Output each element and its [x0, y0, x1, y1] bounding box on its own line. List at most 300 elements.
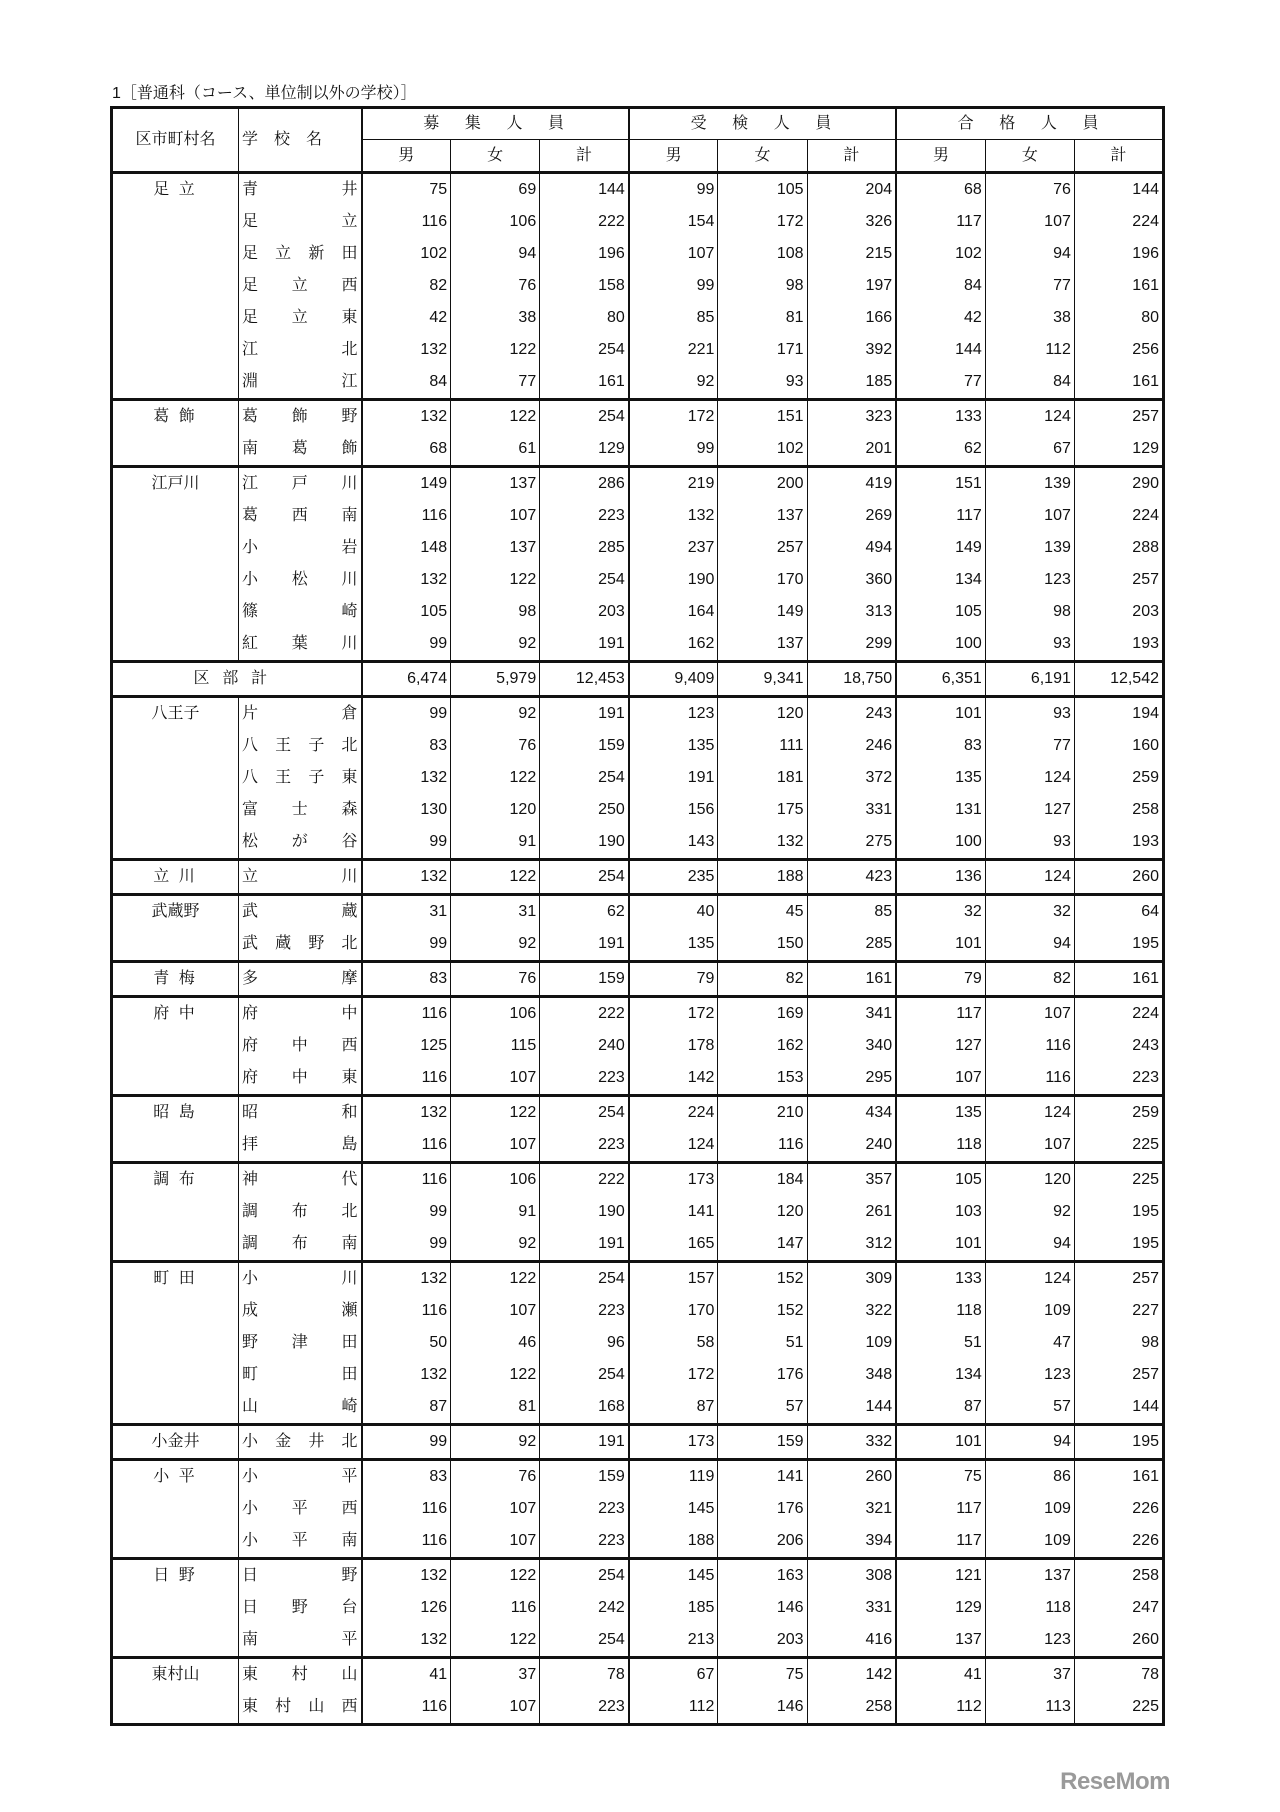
school-name-cell: [239, 1391, 362, 1425]
value-cell: 117: [896, 1493, 985, 1525]
school-name-cell: [239, 1062, 362, 1096]
table-row: [112, 1062, 1164, 1096]
value-cell: 173: [629, 1163, 718, 1197]
value-cell: 93: [718, 366, 807, 400]
value-cell: 124: [985, 1096, 1074, 1130]
value-cell: 190: [629, 564, 718, 596]
value-cell: 93: [985, 826, 1074, 860]
district-name: 町田: [112, 1262, 239, 1425]
value-cell: 77: [451, 366, 540, 400]
school-name: 東村山西: [242, 1698, 358, 1715]
school-name: 立川: [242, 868, 358, 885]
admissions-table: [110, 106, 1165, 1726]
value-cell: 64: [1074, 895, 1163, 929]
value-cell: 247: [1074, 1592, 1163, 1624]
value-cell: 41: [896, 1658, 985, 1692]
value-cell: 125: [362, 1030, 451, 1062]
value-cell: 107: [451, 1295, 540, 1327]
table-row: [112, 596, 1164, 628]
value-cell: 91: [451, 826, 540, 860]
value-cell: 101: [896, 1425, 985, 1460]
school-name: 八王子東: [242, 769, 358, 786]
value-cell: 98: [985, 596, 1074, 628]
value-cell: 127: [985, 794, 1074, 826]
value-cell: 223: [540, 1493, 629, 1525]
value-cell: 67: [629, 1658, 718, 1692]
value-cell: 135: [896, 1096, 985, 1130]
value-cell: 203: [718, 1624, 807, 1658]
value-cell: 80: [1074, 302, 1163, 334]
value-cell: 288: [1074, 532, 1163, 564]
value-cell: 101: [896, 697, 985, 731]
value-cell: 87: [629, 1391, 718, 1425]
school-name: 野津田: [242, 1334, 358, 1351]
total-subheader: 計: [807, 140, 896, 173]
value-cell: 340: [807, 1030, 896, 1062]
value-cell: 120: [451, 794, 540, 826]
value-cell: 108: [718, 238, 807, 270]
value-cell: 203: [540, 596, 629, 628]
value-cell: 78: [540, 1658, 629, 1692]
value-cell: 166: [807, 302, 896, 334]
school-name: 東村山: [242, 1666, 358, 1683]
value-cell: 116: [362, 1525, 451, 1559]
value-cell: 78: [1074, 1658, 1163, 1692]
value-cell: 119: [629, 1460, 718, 1494]
value-cell: 76: [451, 962, 540, 997]
value-cell: 132: [362, 860, 451, 895]
value-cell: 132: [362, 334, 451, 366]
value-cell: 225: [1074, 1163, 1163, 1197]
value-cell: 120: [985, 1163, 1074, 1197]
value-cell: 196: [1074, 238, 1163, 270]
value-cell: 136: [896, 860, 985, 895]
value-cell: 99: [629, 270, 718, 302]
school-name: 片倉: [242, 705, 358, 722]
value-cell: 191: [540, 1425, 629, 1460]
value-cell: 259: [1074, 762, 1163, 794]
value-cell: 123: [985, 1359, 1074, 1391]
value-cell: 323: [807, 400, 896, 434]
value-cell: 227: [1074, 1295, 1163, 1327]
value-cell: 83: [896, 730, 985, 762]
value-cell: 93: [985, 628, 1074, 662]
value-cell: 142: [629, 1062, 718, 1096]
value-cell: 76: [451, 1460, 540, 1494]
value-cell: 107: [985, 1129, 1074, 1163]
value-cell: 41: [362, 1658, 451, 1692]
school-name: 拝島: [242, 1136, 358, 1153]
value-cell: 109: [807, 1327, 896, 1359]
value-cell: 107: [896, 1062, 985, 1096]
female-subheader: 女: [985, 140, 1074, 173]
district-name: 青梅: [112, 962, 239, 997]
value-cell: 46: [451, 1327, 540, 1359]
school-name-cell: [239, 334, 362, 366]
school-name-cell: [239, 794, 362, 826]
value-cell: 243: [1074, 1030, 1163, 1062]
value-cell: 124: [985, 860, 1074, 895]
value-cell: 299: [807, 628, 896, 662]
value-cell: 132: [362, 1262, 451, 1296]
table-row: [112, 1295, 1164, 1327]
value-cell: 116: [362, 500, 451, 532]
school-name-cell: [239, 1460, 362, 1494]
school-name: 府中: [242, 1005, 358, 1022]
value-cell: 117: [896, 1525, 985, 1559]
value-cell: 219: [629, 467, 718, 501]
value-cell: 158: [540, 270, 629, 302]
table-row: [112, 1391, 1164, 1425]
school-name: 府中西: [242, 1037, 358, 1054]
value-cell: 194: [1074, 697, 1163, 731]
school-name-cell: [239, 826, 362, 860]
value-cell: 191: [629, 762, 718, 794]
value-cell: 161: [807, 962, 896, 997]
value-cell: 200: [718, 467, 807, 501]
value-cell: 137: [718, 500, 807, 532]
value-cell: 434: [807, 1096, 896, 1130]
value-cell: 392: [807, 334, 896, 366]
value-cell: 260: [807, 1460, 896, 1494]
table-row: [112, 270, 1164, 302]
school-name: 武蔵野北: [242, 935, 358, 952]
value-cell: 107: [985, 997, 1074, 1031]
value-cell: 100: [896, 826, 985, 860]
table-row: [112, 1559, 1164, 1593]
school-name-cell: [239, 1163, 362, 1197]
table-row: [112, 1129, 1164, 1163]
value-cell: 135: [629, 928, 718, 962]
value-cell: 181: [718, 762, 807, 794]
value-cell: 141: [629, 1196, 718, 1228]
district-name: 調布: [112, 1163, 239, 1262]
table-row: [112, 1262, 1164, 1296]
value-cell: 75: [896, 1460, 985, 1494]
value-cell: 149: [362, 467, 451, 501]
value-cell: 254: [540, 1559, 629, 1593]
value-cell: 75: [362, 173, 451, 207]
value-cell: 57: [718, 1391, 807, 1425]
value-cell: 275: [807, 826, 896, 860]
recruit-header: 募集人員: [362, 108, 629, 140]
value-cell: 132: [362, 1559, 451, 1593]
value-cell: 172: [629, 997, 718, 1031]
table-row: [112, 762, 1164, 794]
total-subheader: 計: [1074, 140, 1163, 173]
value-cell: 132: [362, 1624, 451, 1658]
value-cell: 85: [807, 895, 896, 929]
table-row: [112, 302, 1164, 334]
value-cell: 139: [985, 467, 1074, 501]
school-name: 江北: [242, 341, 358, 358]
value-cell: 99: [362, 628, 451, 662]
value-cell: 99: [362, 1425, 451, 1460]
value-cell: 161: [540, 366, 629, 400]
table-row: [112, 1228, 1164, 1262]
value-cell: 132: [362, 1096, 451, 1130]
value-cell: 308: [807, 1559, 896, 1593]
school-name-cell: [239, 1493, 362, 1525]
passed-header: 合格人員: [896, 108, 1163, 140]
value-cell: 144: [807, 1391, 896, 1425]
district-name: 立川: [112, 860, 239, 895]
value-cell: 254: [540, 1359, 629, 1391]
value-cell: 149: [718, 596, 807, 628]
value-cell: 123: [629, 697, 718, 731]
value-cell: 32: [985, 895, 1074, 929]
value-cell: 176: [718, 1359, 807, 1391]
district-name: 小平: [112, 1460, 239, 1559]
value-cell: 101: [896, 1228, 985, 1262]
school-name: 葛西南: [242, 507, 358, 524]
table-row: [112, 730, 1164, 762]
school-name: 篠崎: [242, 603, 358, 620]
value-cell: 122: [451, 860, 540, 895]
value-cell: 206: [718, 1525, 807, 1559]
value-cell: 161: [1074, 1460, 1163, 1494]
value-cell: 94: [985, 1425, 1074, 1460]
value-cell: 178: [629, 1030, 718, 1062]
table-row: [112, 628, 1164, 662]
value-cell: 222: [540, 206, 629, 238]
value-cell: 116: [451, 1592, 540, 1624]
school-name: 調布南: [242, 1235, 358, 1252]
value-cell: 85: [629, 302, 718, 334]
value-cell: 120: [718, 697, 807, 731]
value-cell: 184: [718, 1163, 807, 1197]
value-cell: 116: [985, 1062, 1074, 1096]
school-name: 足立東: [242, 309, 358, 326]
value-cell: 32: [896, 895, 985, 929]
male-subheader: 男: [896, 140, 985, 173]
table-row: [112, 997, 1164, 1031]
value-cell: 107: [629, 238, 718, 270]
school-name-cell: [239, 997, 362, 1031]
school-name: 富士森: [242, 801, 358, 818]
district-name: 小金井: [112, 1425, 239, 1460]
value-cell: 94: [985, 928, 1074, 962]
value-cell: 148: [362, 532, 451, 564]
value-cell: 226: [1074, 1493, 1163, 1525]
value-cell: 122: [451, 334, 540, 366]
value-cell: 159: [540, 730, 629, 762]
value-cell: 169: [718, 997, 807, 1031]
value-cell: 313: [807, 596, 896, 628]
school-name-cell: [239, 1691, 362, 1725]
value-cell: 286: [540, 467, 629, 501]
value-cell: 99: [362, 1228, 451, 1262]
value-cell: 144: [896, 334, 985, 366]
value-cell: 107: [985, 206, 1074, 238]
value-cell: 258: [1074, 1559, 1163, 1593]
value-cell: 185: [629, 1592, 718, 1624]
value-cell: 142: [807, 1658, 896, 1692]
value-cell: 131: [896, 794, 985, 826]
value-cell: 50: [362, 1327, 451, 1359]
value-cell: 260: [1074, 1624, 1163, 1658]
value-cell: 170: [629, 1295, 718, 1327]
school-name: 日野: [242, 1567, 358, 1584]
applicants-header: 受検人員: [629, 108, 896, 140]
value-cell: 124: [629, 1129, 718, 1163]
table-row: [112, 1460, 1164, 1494]
school-name: 青井: [242, 181, 358, 198]
value-cell: 256: [1074, 334, 1163, 366]
value-cell: 197: [807, 270, 896, 302]
value-cell: 112: [629, 1691, 718, 1725]
value-cell: 172: [718, 206, 807, 238]
table-row: [112, 697, 1164, 731]
value-cell: 132: [362, 1359, 451, 1391]
value-cell: 215: [807, 238, 896, 270]
value-cell: 170: [718, 564, 807, 596]
value-cell: 107: [451, 1493, 540, 1525]
school-name-cell: [239, 400, 362, 434]
value-cell: 137: [451, 532, 540, 564]
value-cell: 139: [985, 532, 1074, 564]
table-row: [112, 532, 1164, 564]
value-cell: 257: [718, 532, 807, 564]
value-cell: 159: [540, 962, 629, 997]
district-name: 日野: [112, 1559, 239, 1658]
value-cell: 416: [807, 1624, 896, 1658]
value-cell: 235: [629, 860, 718, 895]
value-cell: 84: [985, 366, 1074, 400]
value-cell: 160: [1074, 730, 1163, 762]
value-cell: 109: [985, 1493, 1074, 1525]
district-name: 府中: [112, 997, 239, 1096]
male-subheader: 男: [362, 140, 451, 173]
value-cell: 172: [629, 400, 718, 434]
value-cell: 154: [629, 206, 718, 238]
district-header: 区市町村名: [112, 108, 239, 173]
table-row: [112, 1493, 1164, 1525]
value-cell: 77: [985, 730, 1074, 762]
school-name: 江戸川: [242, 475, 358, 492]
district-name: 足立: [112, 173, 239, 400]
value-cell: 132: [718, 826, 807, 860]
value-cell: 258: [1074, 794, 1163, 826]
school-name-cell: [239, 1425, 362, 1460]
value-cell: 331: [807, 794, 896, 826]
district-name: 東村山: [112, 1658, 239, 1725]
value-cell: 223: [540, 500, 629, 532]
value-cell: 254: [540, 334, 629, 366]
value-cell: 38: [985, 302, 1074, 334]
value-cell: 76: [451, 730, 540, 762]
value-cell: 79: [896, 962, 985, 997]
value-cell: 191: [540, 928, 629, 962]
value-cell: 105: [718, 173, 807, 207]
school-name: 神代: [242, 1171, 358, 1188]
table-row: [112, 928, 1164, 962]
value-cell: 77: [985, 270, 1074, 302]
value-cell: 124: [985, 762, 1074, 794]
value-cell: 250: [540, 794, 629, 826]
value-cell: 164: [629, 596, 718, 628]
value-cell: 92: [451, 1228, 540, 1262]
value-cell: 99: [362, 826, 451, 860]
value-cell: 105: [896, 596, 985, 628]
value-cell: 31: [362, 895, 451, 929]
value-cell: 257: [1074, 400, 1163, 434]
school-name-cell: [239, 532, 362, 564]
value-cell: 157: [629, 1262, 718, 1296]
value-cell: 146: [718, 1592, 807, 1624]
value-cell: 86: [985, 1460, 1074, 1494]
school-name-cell: [239, 270, 362, 302]
value-cell: 116: [362, 1691, 451, 1725]
district-name: 武蔵野: [112, 895, 239, 962]
subtotal-cell: 6,351: [896, 662, 985, 697]
school-name-cell: [239, 628, 362, 662]
value-cell: 40: [629, 895, 718, 929]
value-cell: 137: [451, 467, 540, 501]
table-row: [112, 895, 1164, 929]
school-name: 松が谷: [242, 833, 358, 850]
value-cell: 134: [896, 1359, 985, 1391]
value-cell: 254: [540, 400, 629, 434]
value-cell: 254: [540, 1624, 629, 1658]
value-cell: 260: [1074, 860, 1163, 895]
value-cell: 122: [451, 1096, 540, 1130]
school-name: 足立新田: [242, 245, 358, 262]
value-cell: 137: [896, 1624, 985, 1658]
school-name-cell: [239, 1196, 362, 1228]
value-cell: 258: [807, 1691, 896, 1725]
school-name: 調布北: [242, 1203, 358, 1220]
school-name: 南葛飾: [242, 440, 358, 457]
value-cell: 47: [985, 1327, 1074, 1359]
table-row: [112, 500, 1164, 532]
subtotal-cell: 5,979: [451, 662, 540, 697]
value-cell: 360: [807, 564, 896, 596]
value-cell: 161: [1074, 962, 1163, 997]
value-cell: 113: [985, 1691, 1074, 1725]
value-cell: 222: [540, 1163, 629, 1197]
value-cell: 84: [896, 270, 985, 302]
value-cell: 223: [1074, 1062, 1163, 1096]
value-cell: 117: [896, 997, 985, 1031]
subtotal-cell: 18,750: [807, 662, 896, 697]
value-cell: 161: [1074, 270, 1163, 302]
table-row: [112, 1658, 1164, 1692]
value-cell: 312: [807, 1228, 896, 1262]
value-cell: 394: [807, 1525, 896, 1559]
table-row: [112, 1425, 1164, 1460]
value-cell: 135: [629, 730, 718, 762]
school-name: 南平: [242, 1631, 358, 1648]
value-cell: 122: [451, 400, 540, 434]
value-cell: 190: [540, 1196, 629, 1228]
school-name-cell: [239, 1096, 362, 1130]
value-cell: 210: [718, 1096, 807, 1130]
value-cell: 124: [985, 400, 1074, 434]
value-cell: 143: [629, 826, 718, 860]
value-cell: 98: [1074, 1327, 1163, 1359]
value-cell: 84: [362, 366, 451, 400]
value-cell: 77: [896, 366, 985, 400]
value-cell: 132: [362, 564, 451, 596]
value-cell: 165: [629, 1228, 718, 1262]
subtotal-cell: 9,341: [718, 662, 807, 697]
female-subheader: 女: [451, 140, 540, 173]
table-row: [112, 1691, 1164, 1725]
value-cell: 191: [540, 628, 629, 662]
value-cell: 116: [362, 1163, 451, 1197]
value-cell: 81: [718, 302, 807, 334]
